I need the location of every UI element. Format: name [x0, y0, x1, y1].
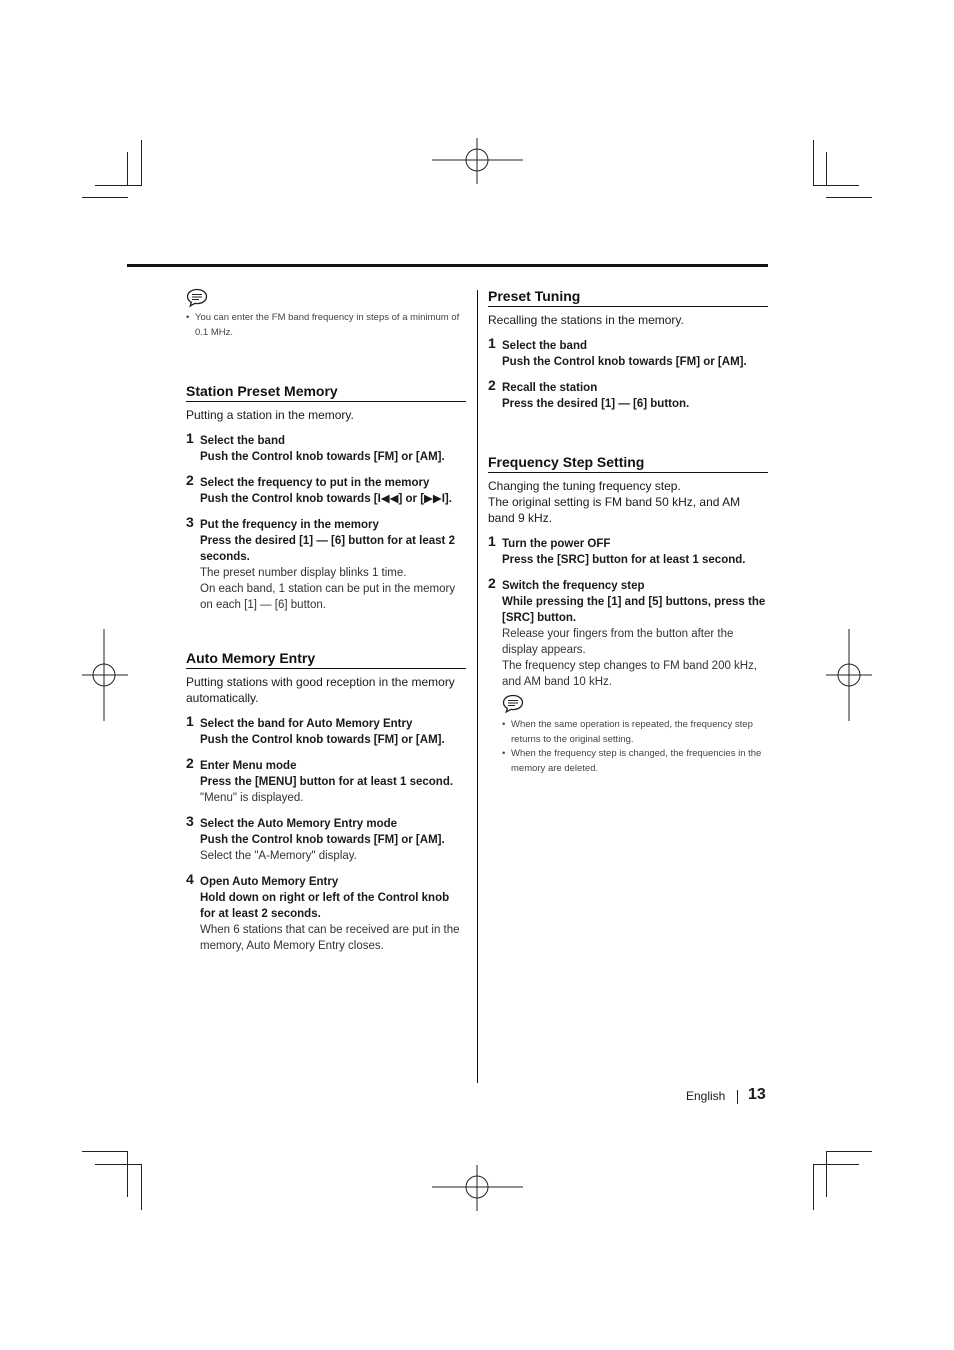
step-action: Press the [SRC] button for at least 1 second.: [502, 554, 746, 566]
tip-block: [186, 288, 466, 340]
registration-target-top: [432, 138, 524, 184]
step-note: Release your fingers from the button after the display appears.: [502, 628, 734, 656]
step-title: Recall the station: [502, 382, 598, 394]
step-title: Switch the frequency step: [502, 580, 645, 592]
column-divider: [477, 290, 478, 1083]
section-intro: Recalling the stations in the memory.: [488, 313, 684, 327]
tip-notes: [502, 718, 768, 776]
auto-memory-section: [186, 650, 466, 954]
step-number: 3: [186, 514, 194, 530]
footer-language: English: [686, 1089, 726, 1103]
step-title: Turn the power OFF: [502, 538, 611, 550]
step-action: Press the desired [1] — [6] button for at least 2 seconds.: [200, 535, 455, 563]
preset-tuning-section: [488, 288, 768, 412]
section-title: Station Preset Memory: [186, 383, 466, 402]
step-note: "Menu" is displayed.: [200, 792, 304, 804]
step: [186, 871, 466, 954]
step-action: Push the Control knob towards [FM] or [AM].: [200, 734, 445, 746]
step: [488, 575, 768, 776]
step-note: The frequency step changes to FM band 200 kHz, and AM band 10 kHz.: [502, 660, 758, 688]
step-number: 1: [186, 713, 194, 729]
step-note: The preset number display blinks 1 time.: [200, 567, 407, 579]
section-title: Frequency Step Setting: [488, 454, 768, 473]
step-note: Select the "A-Memory" display.: [200, 850, 357, 862]
registration-target-bottom: [432, 1165, 524, 1211]
left-column: [186, 288, 466, 952]
step-number: 4: [186, 871, 194, 887]
step-action: While pressing the [1] and [5] buttons, press the [SRC] button.: [502, 596, 766, 624]
step: [488, 335, 768, 370]
step-action: Push the Control knob towards [FM] or [AM].: [200, 451, 445, 463]
step-number: 1: [186, 430, 194, 446]
section-title: Auto Memory Entry: [186, 650, 466, 669]
step-title: Open Auto Memory Entry: [200, 876, 339, 888]
step-title: Put the frequency in the memory: [200, 519, 379, 531]
step-note: When 6 stations that can be received are put in the memory, Auto Memory Entry closes.: [200, 924, 460, 952]
tip-note: • When the same operation is repeated, the frequency step returns to the original setting.: [502, 718, 768, 747]
step-number: 2: [488, 575, 496, 591]
step-action: Push the Control knob towards [FM] or [AM].: [502, 356, 747, 368]
step-number: 1: [488, 533, 496, 549]
tip-note: • You can enter the FM band frequency in steps of a minimum of 0.1 MHz.: [186, 311, 466, 340]
step-title: Select the band: [200, 435, 285, 447]
step-action: Press the desired [1] — [6] button.: [502, 398, 690, 410]
footer-separator: [737, 1090, 738, 1104]
step: [186, 713, 466, 748]
step-number: 2: [488, 377, 496, 393]
step-note: On each band, 1 station can be put in the memory on each [1] — [6] button.: [200, 583, 456, 611]
step: [186, 430, 466, 465]
step-number: 2: [186, 755, 194, 771]
note-icon: [186, 288, 208, 308]
step-action: Push the Control knob towards [FM] or [AM].: [200, 834, 445, 846]
tip-notes: [186, 311, 466, 340]
tip-note: • When the frequency step is changed, the frequencies in the memory are deleted.: [502, 747, 768, 776]
step-number: 3: [186, 813, 194, 829]
section-title: Preset Tuning: [488, 288, 768, 307]
right-column: [488, 288, 768, 774]
step-number: 2: [186, 472, 194, 488]
step: [488, 377, 768, 412]
step: [186, 514, 466, 613]
step-title: Enter Menu mode: [200, 760, 297, 772]
registration-target-right: [826, 629, 872, 721]
top-rule: [127, 264, 768, 267]
section-intro: Putting a station in the memory.: [186, 408, 354, 422]
step-action: Hold down on right or left of the Control knob for at least 2 seconds.: [200, 892, 450, 920]
step-title: Select the band for Auto Memory Entry: [200, 718, 413, 730]
step-action: Press the [MENU] button for at least 1 second.: [200, 776, 454, 788]
section-intro: Changing the tuning frequency step. The original setting is FM band 50 kHz, and AM band 9 kHz.: [488, 479, 741, 525]
step-action: Push the Control knob towards [I◀◀] or [▶▶I].: [200, 493, 452, 505]
step-title: Select the Auto Memory Entry mode: [200, 818, 398, 830]
step: [186, 755, 466, 806]
frequency-step-section: [488, 454, 768, 776]
registration-target-left: [82, 629, 128, 721]
page-number: 13: [748, 1086, 766, 1103]
step-title: Select the frequency to put in the memory: [200, 477, 430, 489]
section-intro: Putting stations with good reception in the memory automatically.: [186, 675, 455, 705]
tip-block: [502, 694, 768, 776]
step: [186, 472, 466, 507]
step-number: 1: [488, 335, 496, 351]
note-icon: [502, 694, 524, 714]
step: [186, 813, 466, 864]
step-title: Select the band: [502, 340, 587, 352]
step: [488, 533, 768, 568]
station-preset-section: [186, 383, 466, 613]
